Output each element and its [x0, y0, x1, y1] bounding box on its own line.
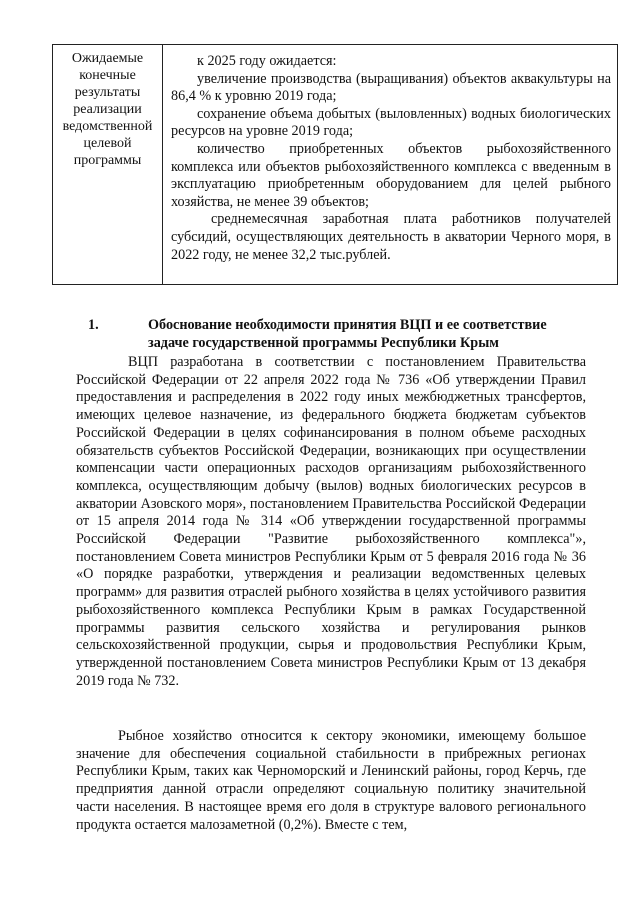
table-content-cell: [163, 45, 618, 285]
table-paragraph: количество приобретенных объектов рыбохозяйственного комплекса или объектов рыбохозяйственного комплекса с введенным в эксплуатацию приобретенным оборудованием для целей рыбного хозяйства, не менее 39 объектов;: [171, 140, 611, 210]
expected-results-table: [52, 44, 618, 285]
table-row: [53, 45, 618, 285]
section-title: Обоснование необходимости принятия ВЦП и ее соответствие задаче государственной программы Республики Крым: [148, 317, 547, 351]
body-paragraph-2: Рыбное хозяйство относится к сектору экономики, имеющему большое значение для обеспечения социальной стабильности в прибрежных регионах Республики Крым, таких как Черноморский и Ленинский районы, город Керчь, где предприятия данной отрасли определяют социальную политику значительной части населения. В настоящее время его доля в структуре валового регионального продукта остается малозаметной (0,2%). Вместе с тем,: [76, 728, 586, 833]
table-paragraph: к 2025 году ожидается:: [197, 53, 337, 69]
table-paragraph: среднемесячная заработная плата работников получателей субсидий, осуществляющих деятельность в акватории Черного моря, в 2022 году, не менее 32,2 тыс.рублей.: [171, 211, 611, 263]
table-label-cell: Ожидаемые конечные результаты реализации ведомственной целевой программы: [53, 45, 163, 285]
table-paragraph: сохранение объема добытых (выловленных) водных биологических ресурсов на уровне 2019 года;: [171, 105, 611, 140]
body-paragraph-1: ВЦП разработана в соответствии с постановлением Правительства Российской Федерации от 22 апреля 2022 года № 736 «Об утверждении Правил предоставления и распределения в 2022 году иных межбюджетных трансфертов, имеющих целевое назначение, из федерального бюджета бюджетам субъектов Российской Федерации в целях софинансирования в полном объеме расходных обязательств субъектов Российской Федерации, возникающих при осуществлении компенсации части операционных расходов организациям рыбохозяйственного комплекса, осуществляющим добычу (вылов) водных биологических ресурсов в акватории Азовского моря», постановлением Правительства Российской Федерации от 15 апреля 2014 года № 314 «Об утверждении государственной программы Российской Федерации "Развитие рыбохозяйственного комплекса"», постановлением Совета министров Республики Крым от 5 февраля 2016 года № 36 «О порядке разработки, утверждения и реализации ведомственных целевых программ» для развития отраслей рыбного хозяйства в целях устойчивого развития рыбохозяйственного комплекса Республики Крым в рамках Государственной программы развития сельского хозяйства и регулирования рынков сельскохозяйственной продукции, сырья и продовольствия Республики Крым, утвержденной постановлением Совета министров Республики Крым от 13 декабря 2019 года № 732.: [76, 354, 586, 689]
section-number: 1.: [88, 317, 99, 333]
table-paragraph: увеличение производства (выращивания) объектов аквакультуры на 86,4 % к уровню 2019 года;: [171, 70, 611, 105]
